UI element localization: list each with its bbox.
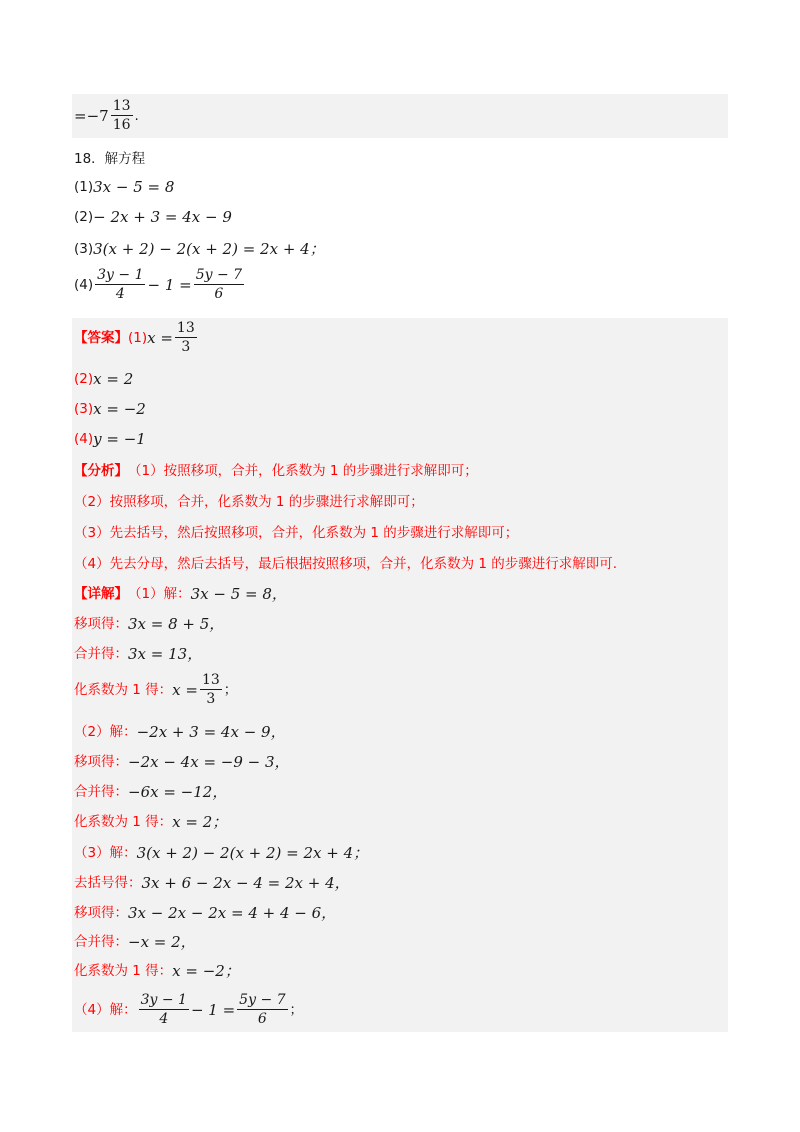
detail-p1-line: 【详解】 （1）解： 3x − 5 = 8，	[74, 585, 287, 603]
detail-p3-step2: 移项得： 3x − 2x − 2x = 4 + 4 − 6，	[74, 904, 337, 922]
detail-p3-step3: 合并得： −x = 2，	[74, 933, 196, 951]
answer-line-1: 【答案】 (1) x = $\frac{13}{3}$	[74, 320, 195, 355]
answer-line-3: (3) x = −2	[74, 400, 146, 418]
answer-line-2: (2) x = 2	[74, 370, 134, 388]
detail-p3-step1: 去括号得： 3x + 6 − 2x − 4 = 2x + 4，	[74, 874, 350, 892]
question-item-3: (3) 3(x + 2) − 2(x + 2) = 2x + 4；	[74, 240, 325, 258]
analysis-line-3: （3）先去括号，然后按照移项，合并，化系数为 1 的步骤进行求解即可；	[74, 525, 519, 541]
detail-p2-line: （2）解： −2x + 3 = 4x − 9，	[74, 723, 286, 741]
detail-p4-line: （4）解： $\frac{3y - 1}{4}$ − 1 = $\frac{5y - 7}{6}$ ；	[74, 992, 304, 1027]
detail-p1-step2: 合并得： 3x = 13，	[74, 645, 203, 663]
fraction: $\frac{13}{3}$	[176, 320, 195, 355]
previous-answer-line: =−7 $\frac{13}{16}$ .	[74, 98, 139, 133]
detail-p1-step3: 化系数为 1 得： x = $\frac{13}{3}$ ；	[74, 672, 238, 707]
detail-p3-line: （3）解： 3(x + 2) − 2(x + 2) = 2x + 4；	[74, 844, 369, 862]
answer-tag: 【答案】	[74, 329, 128, 346]
question-item-4: (4) $\frac{3y - 1}{4}$ − 1 = $\frac{5y - 7}{6}$	[74, 267, 243, 302]
fraction: $\frac{13}{3}$	[201, 672, 220, 707]
question-item-2: (2) − 2x + 3 = 4x − 9	[74, 208, 232, 226]
analysis-tag: 【分析】	[74, 463, 128, 479]
analysis-line-1: 【分析】 （1）按照移项，合并，化系数为 1 的步骤进行求解即可；	[74, 463, 478, 479]
analysis-line-4: （4）先去分母，然后去括号，最后根据按照移项，合并，化系数为 1 的步骤进行求解即可.	[74, 556, 618, 572]
fraction: $\frac{5y - 7}{6}$	[195, 267, 243, 302]
detail-p1-step1: 移项得： 3x = 8 + 5，	[74, 615, 225, 633]
question-item-1: (1) 3x − 5 = 8	[74, 178, 175, 196]
answer-line-4: (4) y = −1	[74, 430, 146, 448]
fraction: $\frac{13}{16}$	[112, 98, 131, 133]
detail-tag: 【详解】	[74, 585, 128, 602]
detail-p2-step1: 移项得： −2x − 4x = −9 − 3，	[74, 753, 290, 771]
detail-p2-step2: 合并得： −6x = −12，	[74, 783, 228, 801]
question-title: 18．解方程	[74, 151, 146, 167]
previous-answer-box	[72, 94, 728, 138]
fraction: $\frac{3y - 1}{4}$	[97, 267, 144, 302]
detail-p2-step3: 化系数为 1 得： x = 2；	[74, 813, 228, 831]
fraction: $\frac{3y - 1}{4}$	[140, 992, 187, 1027]
analysis-line-2: （2）按照移项，合并，化系数为 1 的步骤进行求解即可；	[74, 494, 424, 510]
fraction: $\frac{5y - 7}{6}$	[239, 992, 286, 1027]
detail-p3-step4: 化系数为 1 得： x = −2；	[74, 962, 240, 980]
